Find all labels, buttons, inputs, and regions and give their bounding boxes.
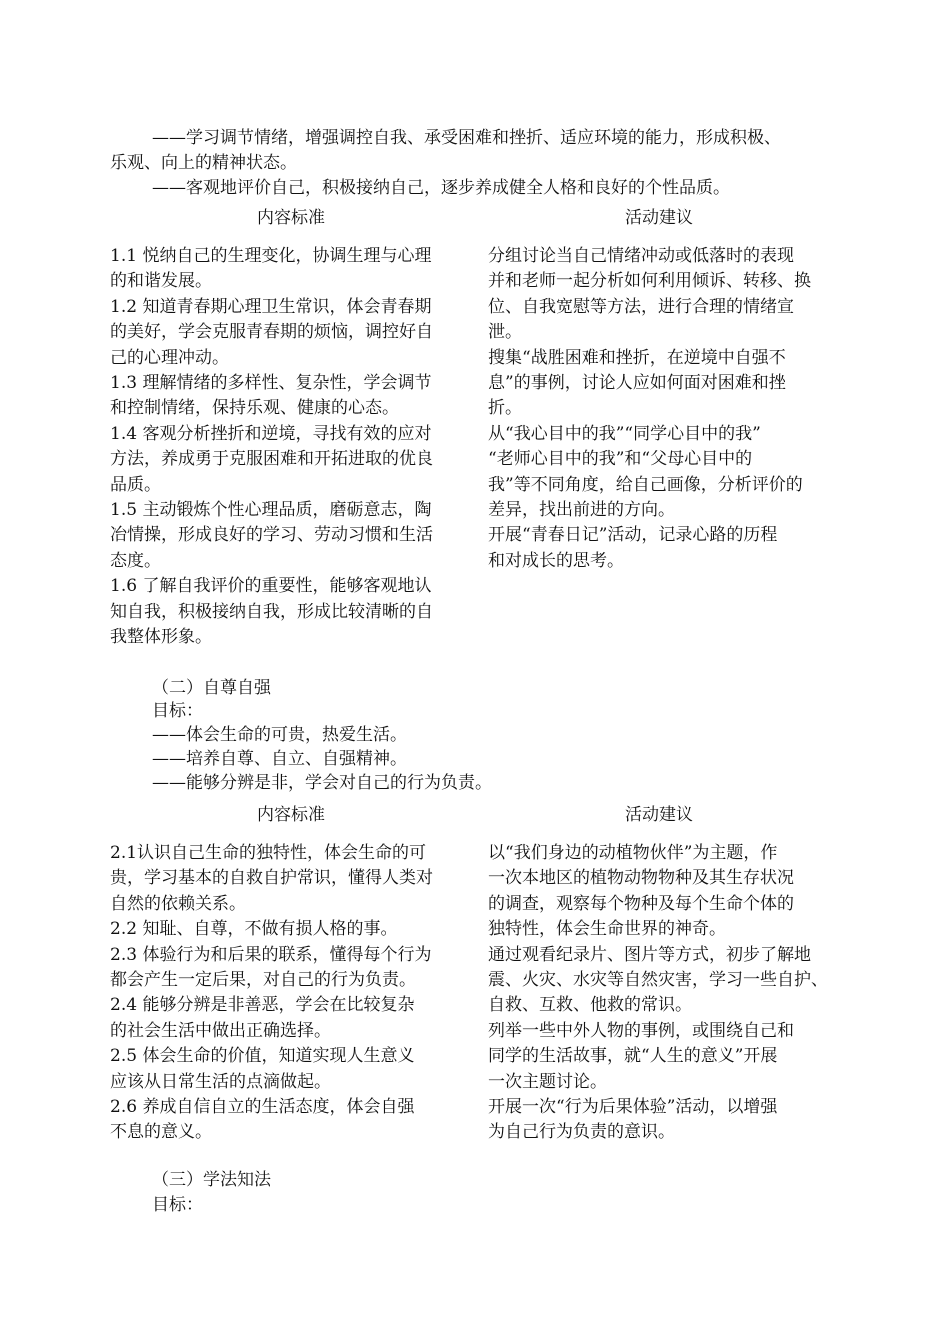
- content-standard-column: [110, 841, 480, 1146]
- goal-line: ——培养自尊、自立、自强精神。: [152, 749, 407, 769]
- goal-line: ——体会生命的可贵，热爱生活。: [152, 725, 407, 745]
- intro-goal-line: 乐观、向上的精神状态。: [110, 153, 297, 173]
- standard-line: 态度。: [110, 550, 161, 571]
- activity-line: 自救、互救、他救的常识。: [488, 995, 692, 1016]
- activity-line: 分组讨论当自己情绪冲动或低落时的表现: [488, 246, 794, 266]
- content-standard-header: 内容标准: [257, 805, 325, 825]
- standard-line: 贵，学习基本的自救自护常识，懂得人类对: [110, 868, 433, 889]
- content-standard-column: [110, 244, 480, 651]
- activity-line: 为自己行为负责的意识。: [488, 1122, 675, 1143]
- standard-line: 冶情操，形成良好的学习、劳动习惯和生活: [110, 525, 433, 546]
- activity-line: 震、火灾、水灾等自然灾害，学习一些自护、: [488, 970, 828, 991]
- standard-line: 1.4 客观分析挫折和逆境，寻找有效的应对: [110, 423, 432, 444]
- activity-line: 一次主题讨论。: [488, 1071, 607, 1092]
- standard-line: 的和谐发展。: [110, 271, 212, 292]
- standard-line: 和控制情绪，保持乐观、健康的心态。: [110, 398, 399, 419]
- activity-suggestion-header: 活动建议: [625, 208, 693, 228]
- standard-line: 应该从日常生活的点滴做起。: [110, 1071, 331, 1092]
- standard-line: 2.6 养成自信自立的生活态度，体会自强: [110, 1097, 415, 1118]
- activity-line: “老师心目中的我”和“父母心目中的: [488, 449, 753, 470]
- standard-line: 己的心理冲动。: [110, 347, 229, 368]
- activity-line: 差异，找出前进的方向。: [488, 500, 675, 521]
- standard-line: 品质。: [110, 474, 161, 495]
- standard-line: 的社会生活中做出正确选择。: [110, 1020, 331, 1041]
- standard-line: 的美好，学会克服青春期的烦恼，调控好自: [110, 322, 433, 343]
- activity-line: 和对成长的思考。: [488, 550, 624, 571]
- goal-line: ——能够分辨是非，学会对自己的行为负责。: [152, 773, 492, 793]
- activity-suggestion-column: [488, 244, 848, 574]
- intro-goal-line: ——学习调节情绪，增强调控自我、承受困难和挫折、适应环境的能力，形成积极、: [152, 128, 781, 148]
- standard-line: 1.6 了解自我评价的重要性，能够客观地认: [110, 576, 432, 597]
- standard-line: 1.2 知道青春期心理卫生常识，体会青春期: [110, 296, 432, 317]
- standard-line: 我整体形象。: [110, 627, 212, 648]
- activity-line: 开展一次“行为后果体验”活动，以增强: [488, 1097, 778, 1118]
- activity-line: 列举一些中外人物的事例，或围绕自己和: [488, 1020, 794, 1041]
- activity-suggestion-column: [488, 841, 848, 1146]
- standard-line: 方法，养成勇于克服困难和开拓进取的优良: [110, 449, 433, 470]
- activity-line: 位、自我宽慰等方法，进行合理的情绪宣: [488, 296, 794, 317]
- activity-line: 一次本地区的植物动物物种及其生存状况: [488, 868, 794, 889]
- activity-line: 以“我们身边的动植物伙伴”为主题，作: [488, 843, 778, 863]
- standard-line: 自然的依赖关系。: [110, 893, 246, 914]
- activity-line: 搜集“战胜困难和挫折，在逆境中自强不: [488, 347, 786, 368]
- activity-suggestion-header: 活动建议: [625, 805, 693, 825]
- activity-line: 通过观看纪录片、图片等方式，初步了解地: [488, 944, 811, 965]
- standard-line: 1.5 主动锻炼个性心理品质，磨砺意志，陶: [110, 500, 432, 521]
- activity-line: 同学的生活故事，就“人生的意义”开展: [488, 1046, 778, 1067]
- standard-line: 1.3 理解情绪的多样性、复杂性，学会调节: [110, 373, 432, 394]
- section-title: （二）自尊自强: [152, 678, 271, 698]
- activity-line: 并和老师一起分析如何利用倾诉、转移、换: [488, 271, 811, 292]
- standard-line: 不息的意义。: [110, 1122, 212, 1143]
- standard-line: 都会产生一定后果，对自己的行为负责。: [110, 970, 416, 991]
- activity-line: 折。: [488, 398, 522, 419]
- goal-label: 目标：: [152, 1195, 203, 1215]
- standard-line: 2.2 知耻、自尊，不做有损人格的事。: [110, 919, 398, 940]
- activity-line: 我”等不同角度，给自己画像，分析评价的: [488, 474, 803, 495]
- intro-goal-line: ——客观地评价自己，积极接纳自己，逐步养成健全人格和良好的个性品质。: [152, 178, 730, 198]
- content-standard-header: 内容标准: [257, 208, 325, 228]
- standard-line: 2.3 体验行为和后果的联系，懂得每个行为: [110, 944, 432, 965]
- standard-line: 2.5 体会生命的价值，知道实现人生意义: [110, 1046, 415, 1067]
- section-title: （三）学法知法: [152, 1170, 271, 1190]
- activity-line: 泄。: [488, 322, 522, 343]
- activity-line: 开展“青春日记”活动，记录心路的历程: [488, 525, 778, 546]
- standard-line: 2.1认识自己生命的独特性，体会生命的可: [110, 843, 427, 863]
- goal-label: 目标：: [152, 701, 203, 721]
- standard-line: 2.4 能够分辨是非善恶，学会在比较复杂: [110, 995, 415, 1016]
- standard-line: 知自我，积极接纳自我，形成比较清晰的自: [110, 601, 433, 622]
- activity-line: 的调查，观察每个物种及每个生命个体的: [488, 893, 794, 914]
- standard-line: 1.1 悦纳自己的生理变化，协调生理与心理: [110, 246, 432, 266]
- activity-line: 息”的事例，讨论人应如何面对困难和挫: [488, 373, 786, 394]
- activity-line: 独特性，体会生命世界的神奇。: [488, 919, 726, 940]
- activity-line: 从“我心目中的我”“同学心目中的我”: [488, 423, 761, 444]
